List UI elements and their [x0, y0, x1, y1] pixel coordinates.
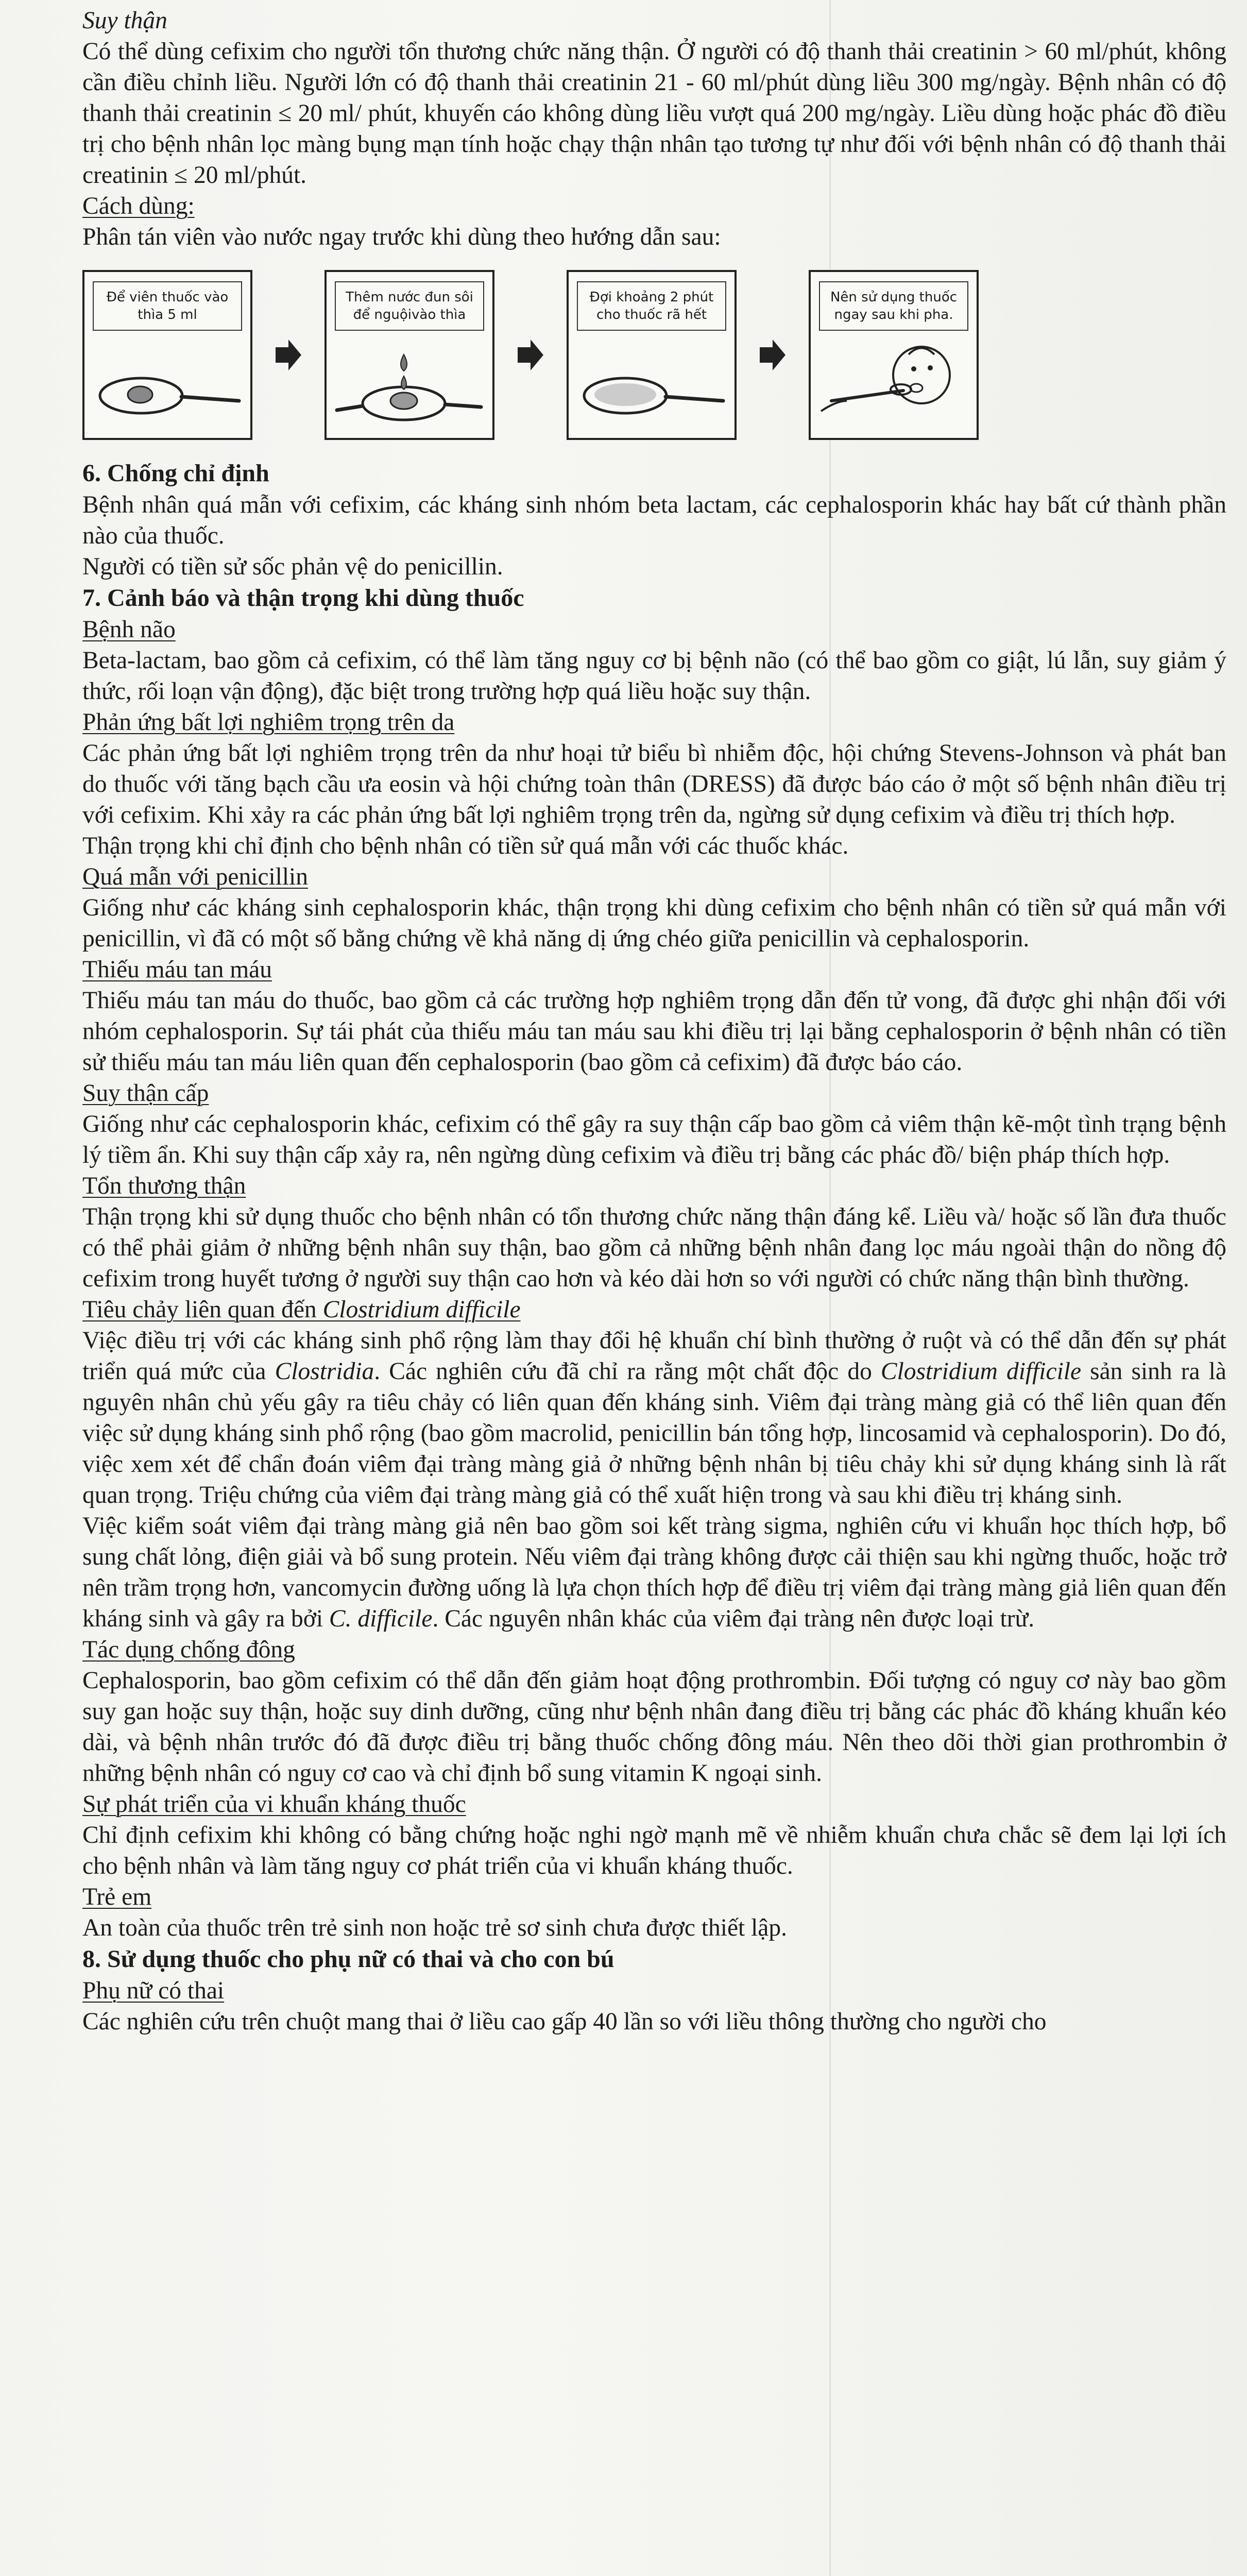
paragraph: Thận trọng khi sử dụng thuốc cho bệnh nhân có tổn thương chức năng thận đáng kể. Liều và/ hoặc số lần đưa thuốc có thể phải giảm ở những bệnh nhân suy thận, bao gồm cả những bệnh nhân đang lọc máu ngoài thận do nồng độ cefixim trong huyết tương ở người suy thận cao hơn và kéo dài hơn so với người có chức năng thận bình thường. [82, 1204, 1226, 1292]
spoon-adding-water-icon [327, 334, 492, 437]
paragraph: Giống như các kháng sinh cephalosporin khác, thận trọng khi dùng cefixim cho bệnh nhân có tiền sử quá mẫn với penicillin, vì đã có một số bằng chứng về khả năng dị ứng chéo giữa penicillin và cephalosporin. [82, 894, 1226, 952]
subheading-text: Thiếu máu tan máu [82, 956, 272, 983]
instruction-step-2 [324, 270, 494, 440]
subheading-tre-em [82, 1882, 1226, 1912]
dissolving-instructions-figure [82, 270, 1226, 440]
text-run: sản sinh ra là nguyên nhân chủ yếu gây ra tiêu chảy có liên quan đến kháng sinh. Viêm đại tràng màng giả có thể liên quan đến việc sử dụng kháng sinh phổ rộng (bao gồm macrolid, penicillin bán tổng hợp, lincosamid và cephalosporin). Do đó, việc xem xét để chẩn đoán viêm đại tràng màng giả ở những bệnh nhân bị tiêu chảy khi sử dụng kháng sinh là rất quan trọng. Triệu chứng của viêm đại tràng màng giả có thể xuất hiện trong và sau khi điều trị kháng sinh. [82, 1358, 1226, 1509]
subheading-benh-nao [82, 614, 1226, 645]
child-being-fed-icon [811, 334, 977, 437]
italic-term: C. difficile [329, 1605, 433, 1632]
subheading-suy-than: Suy thận [82, 7, 167, 34]
text-run: . Các nguyên nhân khác của viêm đại tràng nên được loại trừ. [432, 1605, 1035, 1632]
italic-term: Clostridium difficile [880, 1358, 1082, 1385]
instruction-step-caption: Thêm nước đun sôi để nguộivào thìa [335, 281, 484, 331]
paragraph: Phân tán viên vào nước ngay trước khi dùng theo hướng dẫn sau: [82, 224, 721, 250]
italic-term: Clostridium difficile [322, 1296, 521, 1323]
paragraph: Giống như các cephalosporin khác, cefixim có thể gây ra suy thận cấp bao gồm cả viêm thận kẽ-một tình trạng bệnh lý tiềm ẩn. Khi suy thận cấp xảy ra, nên ngừng dùng cefixim và điều trị bằng các phác đồ/ biện pháp thích hợp. [82, 1111, 1226, 1168]
subheading-cach-dung [82, 191, 1226, 222]
subheading-text: Trẻ em [82, 1884, 152, 1910]
subheading-text: Bệnh não [82, 616, 176, 643]
subheading-thieu-mau-tan-mau [82, 954, 1226, 985]
instruction-step-caption: Nên sử dụng thuốc ngay sau khi pha. [819, 281, 968, 331]
arrow-right-icon [737, 329, 809, 381]
subheading-suy-than-cap [82, 1078, 1226, 1109]
subheading-text: Phản ứng bất lợi nghiêm trọng trên da [82, 709, 455, 736]
subheading-text: Tác dụng chống đông [82, 1636, 295, 1663]
subheading-phan-ung-bat-loi-nghiem-trong-tren-da [82, 707, 1226, 738]
paragraph: Người có tiền sử sốc phản vệ do penicillin. [82, 553, 503, 580]
section-heading-8-su-dung-thuoc-cho-phu-nu-co-thai-va-ch: 8. Sử dụng thuốc cho phụ nữ có thai và cho con bú [82, 1945, 614, 1973]
text-run: Việc điều trị với các kháng sinh phổ rộng làm thay đổi hệ khuẩn chí bình thường ở ruột và có thể dẫn đến sự phát triển quá mức của [82, 1327, 1226, 1385]
italic-term: Clostridia [275, 1358, 374, 1385]
subheading-text: Phụ nữ có thai [82, 1977, 225, 2004]
subheading-text: Tổn thương thận [82, 1173, 246, 1199]
subheading-qua-man-voi-penicillin [82, 861, 1226, 892]
paragraph: Beta-lactam, bao gồm cả cefixim, có thể làm tăng nguy cơ bị bệnh não (có thể bao gồm co giật, lú lẫn, suy giảm ý thức, rối loạn vận động), đặc biệt trong trường hợp quá liều hoặc suy thận. [82, 647, 1226, 705]
arrow-right-icon [252, 329, 324, 381]
subheading-phu-nu-co-thai [82, 1975, 1226, 2006]
paragraph: Bệnh nhân quá mẫn với cefixim, các kháng sinh nhóm beta lactam, các cephalosporin khác hay bất cứ thành phần nào của thuốc. [82, 492, 1226, 549]
instruction-step-caption: Để viên thuốc vào thìa 5 ml [93, 281, 242, 331]
paragraph: An toàn của thuốc trên trẻ sinh non hoặc trẻ sơ sinh chưa được thiết lập. [82, 1914, 788, 1941]
arrow-right-icon [494, 329, 567, 381]
spoon-dissolved-icon [569, 334, 734, 437]
text-run: Việc kiểm soát viêm đại tràng màng giả nên bao gồm soi kết tràng sigma, nghiên cứu vi khuẩn học thích hợp, bổ sung chất lỏng, điện giải và bổ sung protein. Nếu viêm đại tràng không được cải thiện sau khi ngừng thuốc, hoặc trở nên trầm trọng hơn, vancomycin đường uống là lựa chọn thích hợp để điều trị viêm đại tràng màng giả liên quan đến kháng sinh và gây ra bởi [82, 1513, 1226, 1632]
paragraph: Thiếu máu tan máu do thuốc, bao gồm cả các trường hợp nghiêm trọng dẫn đến tử vong, đã được ghi nhận đối với nhóm cephalosporin. Sự tái phát của thiếu máu tan máu sau khi điều trị lại bằng cephalosporin ở bệnh nhân có tiền sử thiếu máu tan máu liên quan đến cephalosporin (bao gồm cả cefixim) đã được báo cáo. [82, 987, 1226, 1076]
paragraph: Các nghiên cứu trên chuột mang thai ở liều cao gấp 40 lần so với liều thông thường cho người cho [82, 2008, 1047, 2035]
subheading-text: Quá mẫn với penicillin [82, 863, 309, 890]
paragraph: Các phản ứng bất lợi nghiêm trọng trên da như hoại tử biểu bì nhiễm độc, hội chứng Stevens-Johnson và phát ban do thuốc với tăng bạch cầu ưa eosin và hội chứng toàn thân (DRESS) đã được báo cáo ở một số bệnh nhân điều trị với cefixim. Khi xảy ra các phản ứng bất lợi nghiêm trọng trên da, ngừng sử dụng cefixim và điều trị thích hợp. [82, 740, 1226, 828]
instruction-step-caption: Đợi khoảng 2 phút cho thuốc rã hết [577, 281, 726, 331]
section-heading-7-canh-bao-va-than-trong-khi-dung-thuoc: 7. Cảnh báo và thận trọng khi dùng thuốc [82, 584, 524, 612]
spoon-with-tablet-icon [84, 334, 250, 437]
leaflet-content [82, 5, 1226, 2037]
paragraph [82, 1511, 1226, 1634]
subheading-text: Sự phát triển của vi khuẩn kháng thuốc [82, 1791, 466, 1818]
subheading-tac-dung-chong-dong [82, 1634, 1226, 1665]
paragraph [82, 1325, 1226, 1511]
instruction-step-4 [809, 270, 979, 440]
paragraph: Chỉ định cefixim khi không có bằng chứng hoặc nghi ngờ mạnh mẽ về nhiễm khuẩn chưa chắc sẽ đem lại lợi ích cho bệnh nhân và làm tăng nguy cơ phát triển của vi khuẩn kháng thuốc. [82, 1822, 1226, 1879]
text-run: . Các nghiên cứu đã chỉ ra rằng một chất độc do [374, 1358, 881, 1385]
subheading-text-plain: Tiêu chảy liên quan đến [82, 1296, 323, 1323]
subheading-text: Cách dùng: [82, 193, 195, 219]
subheading-text: Suy thận cấp [82, 1080, 209, 1107]
subheading-su-phat-trien-cua-vi-khuan-khang-thuoc [82, 1789, 1226, 1820]
section-heading-6-chong-chi-dinh: 6. Chống chỉ định [82, 460, 269, 487]
subheading-text [82, 1296, 521, 1323]
subheading-ton-thuong-than [82, 1171, 1226, 1201]
paragraph: Cephalosporin, bao gồm cefixim có thể dẫn đến giảm hoạt động prothrombin. Đối tượng có nguy cơ này bao gồm suy gan hoặc suy thận, hoặc suy dinh dưỡng, cũng như bệnh nhân đang điều trị bằng các phác đồ kháng khuẩn kéo dài, và bệnh nhân trước đó đã được điều trị bằng thuốc chống đông máu. Nên theo dõi thời gian prothrombin ở những bệnh nhân có nguy cơ cao và chỉ định bổ sung vitamin K ngoại sinh. [82, 1667, 1226, 1787]
instruction-step-1 [82, 270, 252, 440]
paragraph: Thận trọng khi chỉ định cho bệnh nhân có tiền sử quá mẫn với các thuốc khác. [82, 833, 849, 859]
subheading-clostridium-difficile [82, 1294, 1226, 1325]
instruction-step-3 [567, 270, 737, 440]
paragraph: Có thể dùng cefixim cho người tổn thương chức năng thận. Ở người có độ thanh thải creatinin > 60 ml/phút, không cần điều chỉnh liều. Người lớn có độ thanh thải creatinin 21 - 60 ml/phút dùng liều 300 mg/ngày. Bệnh nhân có độ thanh thải creatinin ≤ 20 ml/ phút, khuyến cáo không dùng liều vượt quá 200 mg/ngày. Liều dùng hoặc phác đồ điều trị cho bệnh nhân lọc màng bụng mạn tính hoặc chạy thận nhân tạo tương tự như đối với bệnh nhân có độ thanh thải creatinin ≤ 20 ml/phút. [82, 38, 1226, 189]
